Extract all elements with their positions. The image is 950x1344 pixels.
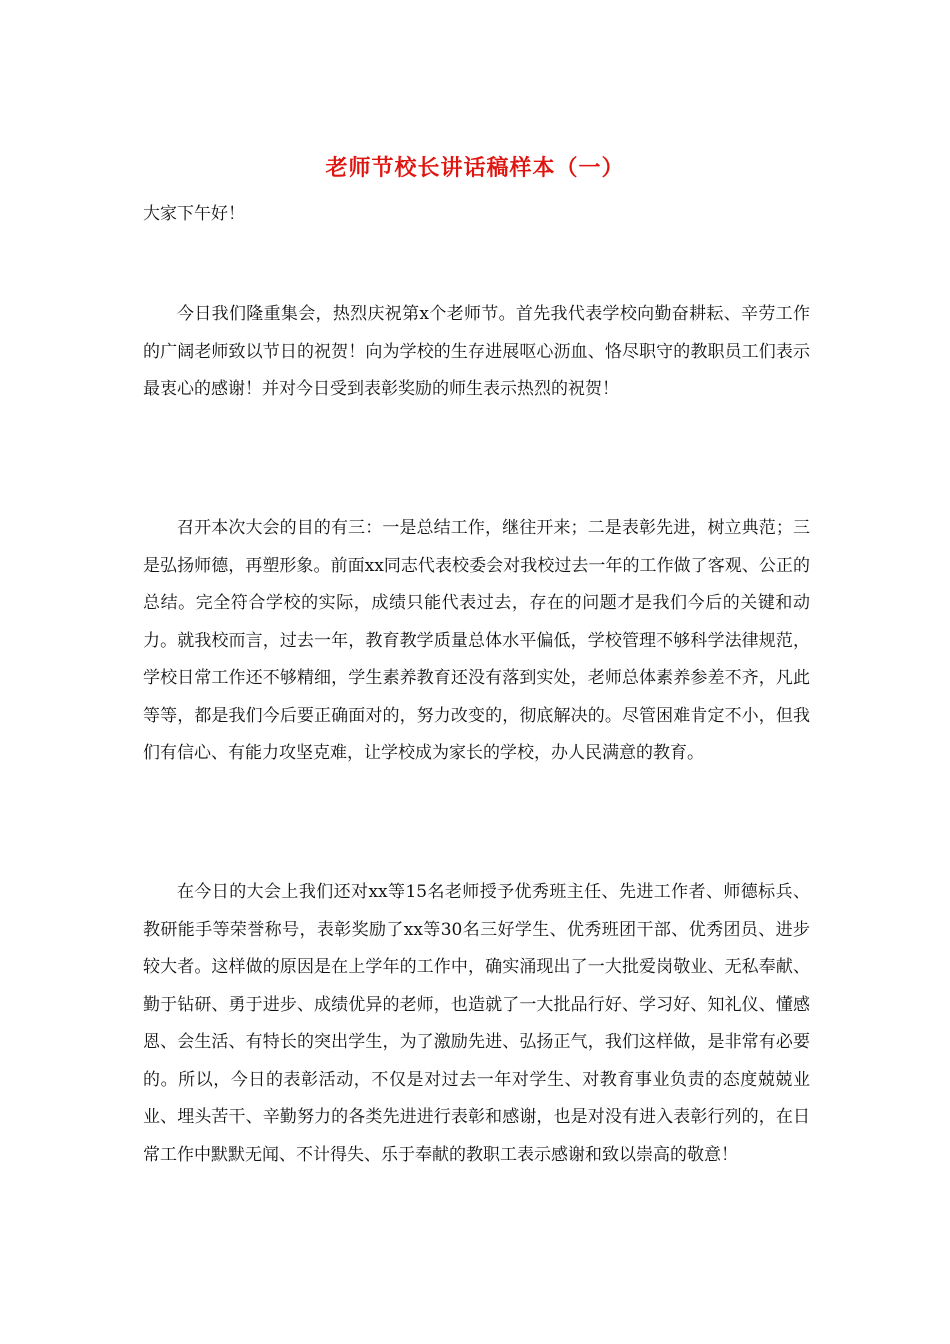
paragraph-2: 召开本次大会的目的有三：一是总结工作，继往开来；二是表彰先进，树立典范；三是弘扬师德，再塑形象。前面xx同志代表校委会对我校过去一年的工作做了客观、公正的总结。完全符合学校的实际，成绩只能代表过去，存在的问题才是我们今后的关键和动力。就我校而言，过去一年，教育教学质量总体水平偏低，学校管理不够科学法律规范，学校日常工作还不够精细，学生素养教育还没有落到实处，老师总体素养参差不齐，凡此等等，都是我们今后要正确面对的，努力改变的，彻底解决的。尽管困难肯定不小，但我们有信心、有能力攻坚克难，让学校成为家长的学校，办人民满意的教育。 (143, 518, 810, 763)
paragraph-3: 在今日的大会上我们还对xx等15名老师授予优秀班主任、先进工作者、师德标兵、教研能手等荣誉称号，表彰奖励了xx等30名三好学生、优秀班团干部、优秀团员、进步较大者。这样做的原因是在上学年的工作中，确实涌现出了一大批爱岗敬业、无私奉献、勤于钻研、勇于进步、成绩优异的老师，也造就了一大批品行好、学习好、知礼仪、懂感恩、会生活、有特长的突出学生，为了激励先进、弘扬正气，我们这样做，是非常有必要的。所以，今日的表彰活动，不仅是对过去一年对学生、对教育事业负责的态度兢兢业业、埋头苦干、辛勤努力的各类先进进行表彰和感谢，也是对没有进入表彰行列的，在日常工作中默默无闻、不计得失、乐于奉献的教职工表示感谢和致以崇高的敬意！ (143, 882, 810, 1165)
greeting-line: 大家下午好！ (143, 204, 245, 224)
document-title: 老师节校长讲话稿样本（一） (325, 155, 625, 181)
paragraph-1: 今日我们隆重集会，热烈庆祝第x个老师节。首先我代表学校向勤奋耕耘、辛劳工作的广阔老师致以节日的祝贺！向为学校的生存进展呕心沥血、恪尽职守的教职员工们表示最衷心的感谢！并对今日受到表彰奖励的师生表示热烈的祝贺！ (143, 304, 810, 399)
